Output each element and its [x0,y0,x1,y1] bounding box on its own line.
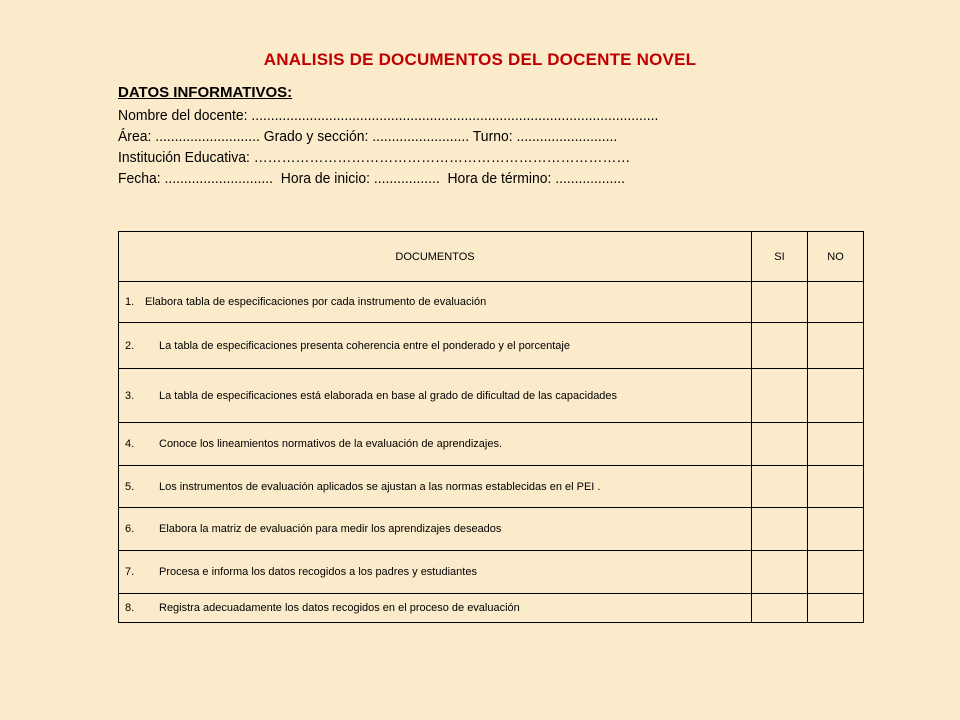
document-cell [119,423,752,466]
document-cell [119,282,752,323]
table-row [119,466,864,508]
document-cell [119,323,752,369]
item-number: 1. [125,296,135,308]
table-row [119,369,864,423]
document-cell [119,508,752,551]
info-section [118,84,838,189]
item-number: 5. [125,480,135,493]
item-text: Registra adecuadamente los datos recogidos en el proceso de evaluación [159,602,520,614]
date-time-line: Fecha: ............................ Hora de inicio: ................. Hora de término: .................. [118,170,626,187]
yes-checkbox-cell[interactable] [752,423,808,466]
header-yes: SI [752,232,808,282]
item-text: Conoce los lineamientos normativos de la evaluación de aprendizajes. [159,438,503,450]
table-row [119,551,864,594]
yes-checkbox-cell[interactable] [752,369,808,423]
document-cell [119,369,752,423]
info-heading: DATOS INFORMATIVOS: [118,84,293,101]
yes-checkbox-cell[interactable] [752,282,808,323]
table-row [119,508,864,551]
teacher-name-line: Nombre del docente: ......................................................................................................... [118,107,659,124]
area-grade-shift-line: Área: ........................... Grado y sección: ......................... Turno: .......................... [118,128,618,145]
no-checkbox-cell[interactable] [808,551,864,594]
no-checkbox-cell[interactable] [808,369,864,423]
table-row [119,282,864,323]
table-row [119,423,864,466]
table-row [119,323,864,369]
no-checkbox-cell[interactable] [808,423,864,466]
no-checkbox-cell[interactable] [808,282,864,323]
item-text: La tabla de especificaciones está elaborada en base al grado de dificultad de las capacidades [159,389,618,402]
document-cell [119,594,752,623]
item-text: La tabla de especificaciones presenta coherencia entre el ponderado y el porcentaje [159,339,570,352]
yes-checkbox-cell[interactable] [752,594,808,623]
no-checkbox-cell[interactable] [808,323,864,369]
table-row [119,594,864,623]
document-cell [119,466,752,508]
yes-checkbox-cell[interactable] [752,508,808,551]
item-number: 3. [125,389,135,402]
item-number: 4. [125,438,135,450]
no-checkbox-cell[interactable] [808,594,864,623]
page-title: ANALISIS DE DOCUMENTOS DEL DOCENTE NOVEL [263,50,697,69]
document-cell [119,551,752,594]
item-text: Elabora la matriz de evaluación para medir los aprendizajes deseados [159,523,502,535]
item-text: Los instrumentos de evaluación aplicados se ajustan a las normas establecidas en el PEI . [159,480,601,493]
header-no: NO [808,232,864,282]
item-text: Elabora tabla de especificaciones por cada instrumento de evaluación [145,296,487,308]
item-number: 7. [125,566,135,578]
table-header-row [119,232,864,282]
documents-table [118,231,864,623]
item-number: 2. [125,339,135,352]
institution-line: Institución Educativa: ……………………………………………………………………… [118,149,631,166]
item-text: Procesa e informa los datos recogidos a los padres y estudiantes [159,566,477,578]
yes-checkbox-cell[interactable] [752,466,808,508]
yes-checkbox-cell[interactable] [752,323,808,369]
no-checkbox-cell[interactable] [808,466,864,508]
yes-checkbox-cell[interactable] [752,551,808,594]
header-documents: DOCUMENTOS [119,232,752,282]
item-number: 8. [125,602,135,614]
item-number: 6. [125,523,135,535]
no-checkbox-cell[interactable] [808,508,864,551]
